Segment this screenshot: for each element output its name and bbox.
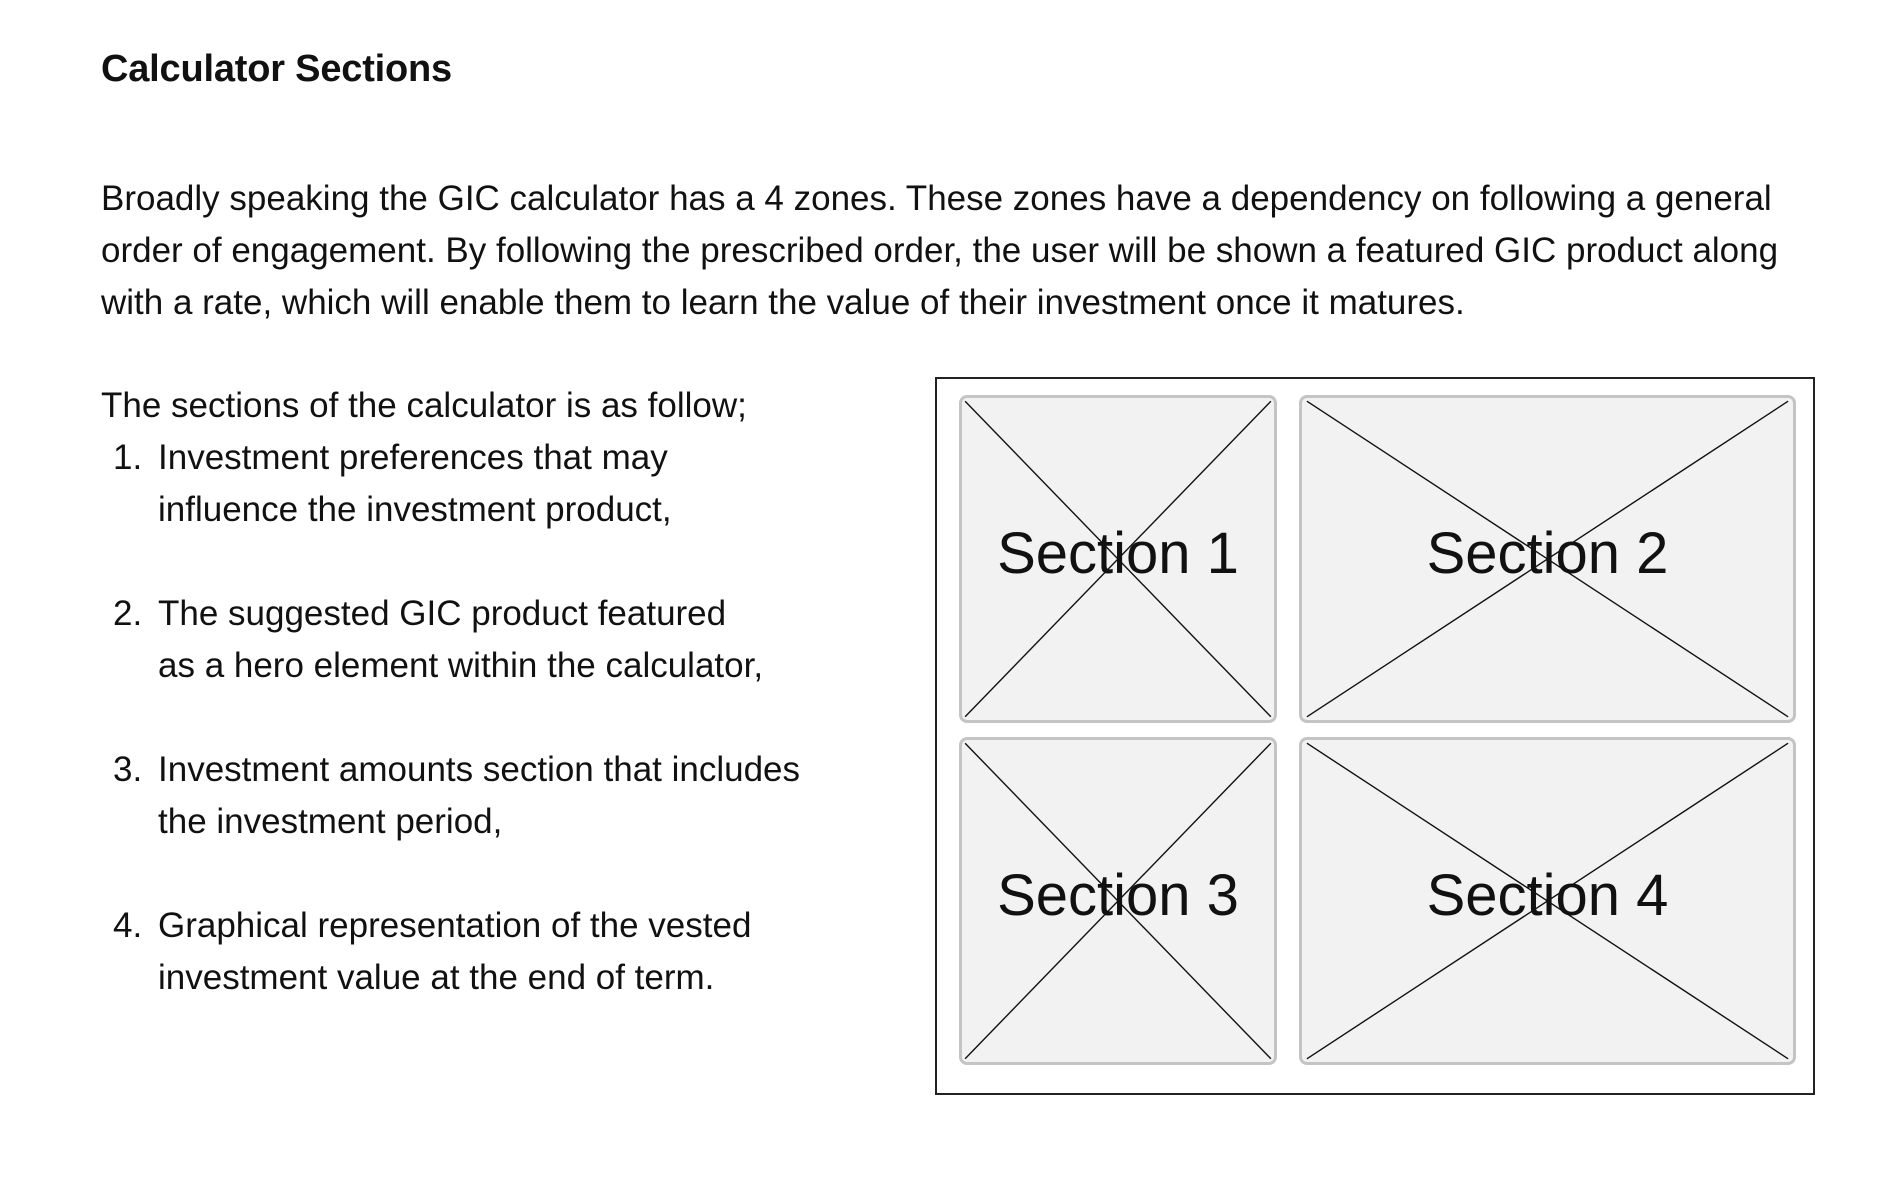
- panel-label: Section 2: [1426, 521, 1669, 586]
- sections-lead-text: The sections of the calculator is as follow;: [101, 386, 747, 425]
- list-item-text-line: Investment preferences that may: [158, 438, 668, 477]
- list-item-number: 1.: [113, 438, 143, 477]
- list-item-text-line: The suggested GIC product featured: [158, 594, 727, 633]
- list-item-text-line: the investment period,: [158, 802, 503, 841]
- page-title: Calculator Sections: [101, 48, 452, 90]
- list-item-number: 2.: [113, 594, 143, 633]
- list-item-number: 3.: [113, 750, 143, 789]
- list-item: [101, 744, 861, 848]
- list-item-text-line: influence the investment product,: [158, 490, 672, 529]
- wireframe-panel-section-3: [959, 737, 1277, 1065]
- panel-label: Section 3: [997, 863, 1239, 928]
- list-item: [101, 588, 861, 692]
- list-item-text-line: Graphical representation of the vested: [158, 906, 752, 945]
- wireframe-panel-section-2: [1299, 395, 1796, 723]
- calculator-wireframe: [935, 377, 1815, 1095]
- panel-label: Section 1: [997, 521, 1239, 586]
- intro-paragraph: Broadly speaking the GIC calculator has a 4 zones. These zones have a dependency on following a general order of engagement. By following the prescribed order, the user will be shown a featured GIC product along with a rate, which will enable them to learn the value of their investment once it matures.: [101, 179, 1779, 322]
- list-item-text-line: as a hero element within the calculator,: [158, 646, 764, 685]
- panel-label: Section 4: [1426, 863, 1669, 928]
- list-item-text-line: investment value at the end of term.: [158, 958, 715, 997]
- list-item-text-line: Investment amounts section that includes: [158, 750, 801, 789]
- wireframe-panel-section-1: [959, 395, 1277, 723]
- list-item: [101, 432, 861, 536]
- list-item: [101, 900, 861, 1004]
- wireframe-panel-section-4: [1299, 737, 1796, 1065]
- sections-list: [101, 432, 861, 1056]
- list-item-number: 4.: [113, 906, 143, 945]
